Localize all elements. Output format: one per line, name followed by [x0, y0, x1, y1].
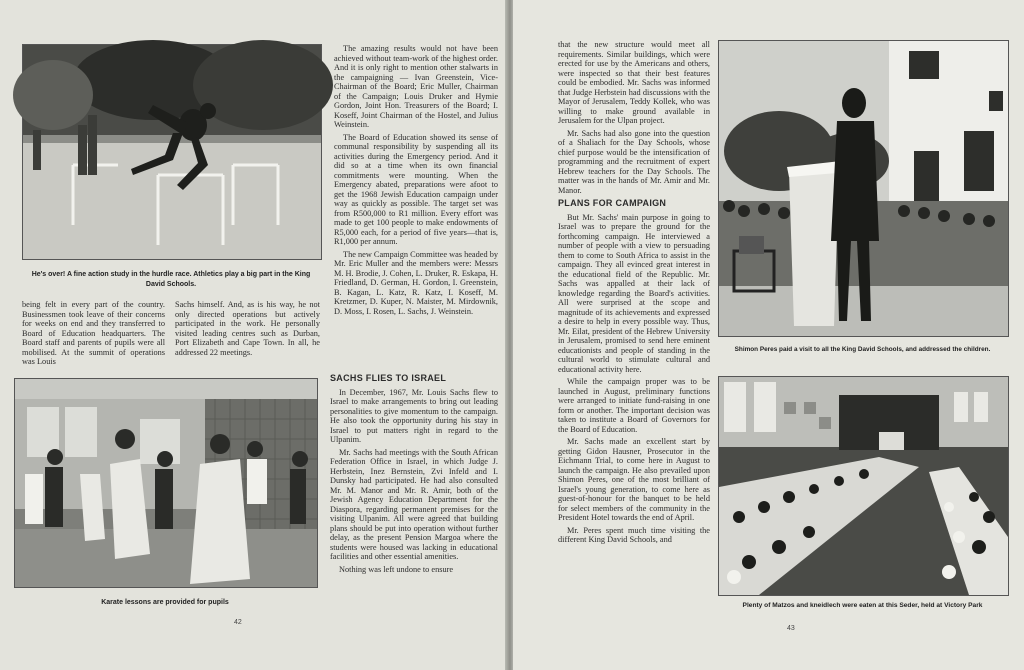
page-number: 42: [234, 619, 242, 626]
shimon-peres-photo: [718, 40, 1009, 337]
section-heading: SACHS FLIES TO ISRAEL: [330, 373, 447, 383]
paragraph: Sachs himself. And, as is his way, he not only directed operations but actively participated in the work. He personally visited leading centres such as Durban, Port Elizabeth and Cape Town. In all, he addressed 22 meetings.: [175, 300, 320, 357]
paragraph: In December, 1967, Mr. Louis Sachs flew to Israel to make arrangements to bring out leading personalities to give momentum to the campaign. He also took the opportunity during his stay in Israel to put matters right in regard to the Ulpanim.: [330, 387, 498, 444]
paragraph: The new Campaign Committee was headed by Mr. Eric Muller and the members were: Messrs M. H. Brodie, J. Cohen, L. Druker, R. Eskapa, H. Friedland, D. German, H. Gordon, I. Greenstein, B. Kagan, L. Katz, R. Katz, I. Koseff, M. Kretzmer, D. Kuper, N. Maister, M. Mirdownik, D. Moss, I. Rosen, L. Sachs, J. Weinstein.: [334, 249, 498, 316]
paragraph: The Board of Education showed its sense of communal responsibility by suspending all its activities during the Emergency period. And it did so at a time when its own financial commitments were mounting. When the Emergency abated, preparations were afoot to get the 1968 Jewish Education campaign under way as quickly as possible. The target set was from R500,000 to R1 million. Every effort was made to get 100 people to make endowments of R5,000 each, for a period of five years—that is, R1,000 per annum.: [334, 132, 498, 246]
section-heading: PLANS FOR CAMPAIGN: [558, 198, 667, 208]
peres-photo-caption: Shimon Peres paid a visit to all the King David Schools, and addressed the children.: [734, 346, 991, 353]
paragraph: Mr. Sachs had also gone into the question of a Shaliach for the Day Schools, whose chief purpose would be the intensification of programming and the recruitment of expert Hebrew teachers for the Day Schools. The matter was in the hands of Mr. Amir and Mr. Manor.: [558, 128, 710, 195]
paragraph: that the new structure would meet all requirements. Similar buildings, which were erected for use by the Americans and others, were inspected so that their best features could be embodied. Mr. Sachs was informed that Judge Herbstein had discussions with the Mayor of Jerusalem, Teddy Kollek, who was willing to make ground available in Jerusalem for the Ulpan project.: [558, 40, 710, 125]
left-page-bottom-col-2: [175, 300, 320, 360]
left-page-israel-col: [330, 370, 498, 620]
paragraph: Mr. Peres spent much time visiting the different King David Schools, and: [558, 525, 710, 544]
seder-photo: [718, 376, 1009, 596]
right-page-left-col: [558, 40, 710, 620]
paragraph: The amazing results would not have been achieved without team-work of the highest order. And it is only right to mention other stalwarts in the campaigning — Ivan Greenstein, Vice-Chairman of the Board; Eric Muller, Chairman of the Campaign; Louis Druker and Hymie Gordon, Joint Hon. Treasurers of the Board; I. Koseff, Joint Chairman of the Hostel, and Julius Weinstein.: [334, 44, 498, 129]
paragraph: But Mr. Sachs' main purpose in going to Israel was to prepare the ground for the forthcoming campaign. He interviewed a number of people with a view to persuading them to come to South Africa to assist in the campaign. They all evinced great interest in the educational field of the Republic. Mr. Sachs was appalled at their lack of knowledge regarding the Board's activities. All were surprised at the scope and magnitude of its achievements and expressed a desire to help in every possible way. Thus, Mr. Eilat, president of the Hebrew University in Jerusalem, promised to send here eminent educationists and people of standing in the cultural world to stimulate cultural and educational activity here.: [558, 212, 710, 374]
hurdle-photo-caption: He's over! A fine action study in the hurdle race. Athletics play a big part in the King David Schools.: [31, 271, 311, 288]
paragraph: Nothing was left undone to ensure: [339, 564, 454, 574]
paragraph: being felt in every part of the country. Businessmen took leave of their concerns for weeks on end and they transferred to Board of Education headquarters. The Board staff and parents of pupils were all mobilised. At the summit of operations was Louis: [22, 300, 165, 366]
karate-photo-caption: Karate lessons are provided for pupils: [101, 599, 229, 606]
seder-photo-caption: Plenty of Matzos and kneidlech were eaten at this Seder, held at Victory Park: [742, 602, 983, 609]
paragraph: Mr. Sachs had meetings with the South African Federation Office in Israel, in which Judge J. Herbstein, Inez Bernstein, Zvi Infeld and I. Dunsky had participated. He had also consulted Mr. M. Manor and Mr. R. Amir, both of the Jewish Agency Education Department for the Diaspora, regarding permanent premises for the visiting Ulpanim. All were agreed that building plans should be put into operation without further delay, as the present Pension Margoa where the students were housed was lacking in educational facilities and other essential amenities.: [330, 447, 498, 561]
left-page-bottom-col-1: [22, 300, 165, 366]
page-number: 43: [787, 625, 795, 632]
left-page: [0, 0, 507, 670]
paragraph: While the campaign proper was to be launched in August, preliminary functions were arranged to initiate fund-raising in one form or another. The important decision was taken to institute a Board of Governors for the Board of Education.: [558, 377, 710, 434]
karate-lesson-photo: [14, 378, 318, 588]
paragraph: Mr. Sachs made an excellent start by getting Gidon Hausner, Prosecutor in the Eichmann Trial, to come here in August to launch the campaign. He also prevailed upon Shimon Peres, one of the most brilliant of Israel's young generation, to come here as guest-of-honour for the banquet to be held for select members of the community in the President Hotel towards the end of April.: [558, 437, 710, 522]
hurdle-race-photo: [22, 44, 322, 260]
right-page: [513, 0, 1024, 670]
left-page-right-col: [334, 44, 498, 366]
